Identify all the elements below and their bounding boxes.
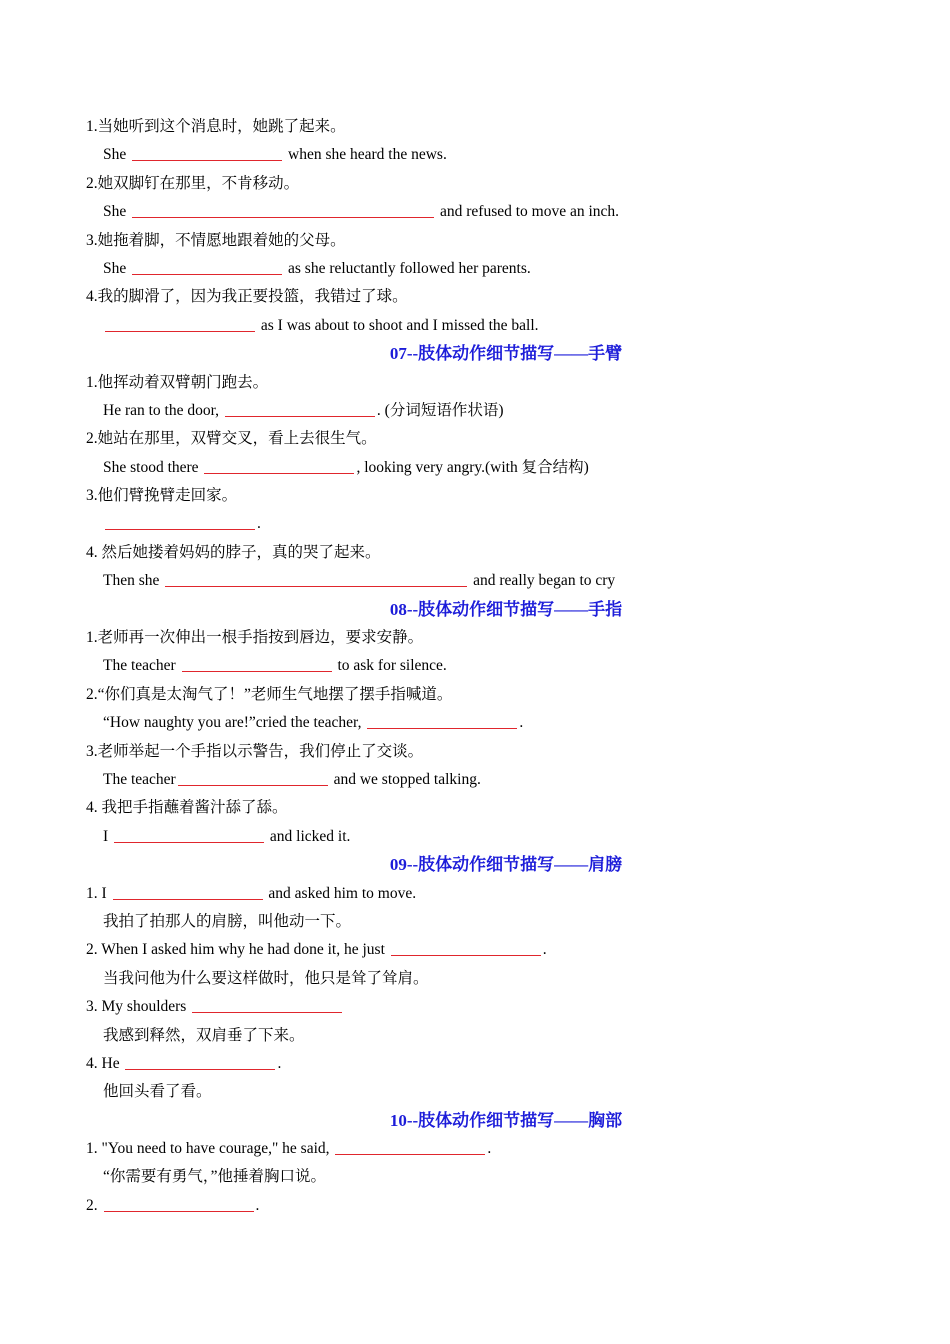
line-text: 2.她站在那里，双臂交叉，看上去很生气。 [86, 430, 377, 448]
answer-blank[interactable] [178, 768, 328, 786]
exercise-line [86, 539, 886, 567]
line-text: and we stopped talking. [329, 770, 481, 788]
line-text: 1.老师再一次伸出一根手指按到唇边，要求安静。 [86, 629, 424, 647]
exercise-line [86, 255, 886, 283]
answer-blank[interactable] [204, 456, 354, 474]
exercise-line [86, 738, 886, 766]
line-text: “How naughty you are!”cried the teacher, [103, 714, 366, 732]
line-text: 4. He [86, 1054, 124, 1072]
exercise-line [86, 681, 886, 709]
section-heading: 07--肢体动作细节描写——手臂 [389, 344, 623, 364]
line-text: when she heard the news. [284, 146, 447, 164]
exercise-line [86, 312, 886, 340]
line-text: and really began to cry [469, 572, 616, 590]
answer-blank[interactable] [182, 654, 332, 672]
exercise-line [86, 709, 886, 737]
exercise-line [86, 794, 886, 822]
line-text: 2. [86, 1196, 102, 1214]
section-heading: 10--肢体动作细节描写——胸部 [389, 1110, 623, 1130]
exercise-line [86, 880, 886, 908]
exercise-line [86, 1078, 886, 1106]
exercise-line [86, 823, 886, 851]
line-text: 当我问他为什么要这样做时，他只是耸了耸肩。 [103, 969, 429, 987]
line-text: and asked him to move. [264, 884, 417, 902]
line-text: She [103, 203, 131, 221]
line-text: I [103, 827, 113, 845]
answer-blank[interactable] [367, 711, 517, 729]
exercise-line [86, 1022, 886, 1050]
answer-blank[interactable] [132, 143, 282, 161]
line-text: 1. "You need to have courage," he said, [86, 1140, 334, 1158]
line-text: Then she [103, 572, 164, 590]
answer-blank[interactable] [165, 569, 467, 587]
exercise-line [86, 567, 886, 595]
line-text: . [542, 941, 547, 959]
exercise-line [86, 652, 886, 680]
line-text: She [103, 259, 131, 277]
line-text: . [519, 714, 524, 732]
exercise-line [86, 397, 886, 425]
answer-blank[interactable] [104, 1194, 254, 1212]
line-text: and refused to move an inch. [436, 203, 620, 221]
exercise-line [86, 283, 886, 311]
line-text: . [257, 515, 261, 533]
line-text: and licked it. [266, 827, 351, 845]
answer-blank[interactable] [391, 938, 541, 956]
line-text: 3.老师举起一个手指以示警告，我们停止了交谈。 [86, 742, 424, 760]
line-text: as she reluctantly followed her parents. [284, 259, 531, 277]
line-text: 3.她拖着脚，不情愿地跟着她的父母。 [86, 231, 346, 249]
section-heading: 08--肢体动作细节描写——手指 [389, 599, 623, 619]
line-text: to ask for silence. [333, 657, 447, 675]
exercise-line [86, 908, 886, 936]
line-text: 他回头看了看。 [103, 1083, 212, 1101]
exercise-line [86, 482, 886, 510]
line-text: The teacher [103, 657, 180, 675]
exercise-line [86, 1135, 886, 1163]
worksheet-page [86, 113, 886, 1220]
line-text: 1. I [86, 884, 111, 902]
section-heading: 09--肢体动作细节描写——肩膀 [389, 855, 623, 875]
line-text: . (分词短语作状语) [376, 401, 504, 419]
line-text: 1.他挥动着双臂朝门跑去。 [86, 373, 269, 391]
answer-blank[interactable] [335, 1137, 485, 1155]
exercise-line [86, 369, 886, 397]
line-text: as I was about to shoot and I missed the ball. [257, 316, 539, 334]
exercise-line [86, 965, 886, 993]
exercise-line [86, 425, 886, 453]
exercise-line [86, 1050, 886, 1078]
exercise-line [86, 170, 886, 198]
line-text: “你需要有勇气，”他捶着胸口说。 [103, 1168, 327, 1186]
line-text: 3.他们臂挽臂走回家。 [86, 487, 238, 505]
exercise-line [86, 198, 886, 226]
exercise-line [86, 1163, 886, 1191]
line-text: 我感到释然，双肩垂了下来。 [103, 1026, 305, 1044]
exercise-line [86, 454, 886, 482]
line-text: . [487, 1140, 492, 1158]
exercise-line [86, 936, 886, 964]
line-text: She stood there [103, 458, 203, 476]
answer-blank[interactable] [105, 512, 255, 530]
line-text: He ran to the door, [103, 401, 223, 419]
answer-blank[interactable] [105, 314, 255, 332]
line-text: 2.“你们真是太淘气了！”老师生气地摆了摆手指喊道。 [86, 685, 453, 703]
line-text: 4. 然后她搂着妈妈的脖子，真的哭了起来。 [86, 543, 381, 561]
line-text: 2.她双脚钉在那里，不肯移动。 [86, 174, 300, 192]
line-text: She [103, 146, 131, 164]
line-text: The teacher [103, 770, 176, 788]
answer-blank[interactable] [225, 399, 375, 417]
answer-blank[interactable] [192, 995, 342, 1013]
answer-blank[interactable] [125, 1052, 275, 1070]
line-text: , looking very angry.(with 复合结构) [356, 458, 589, 476]
answer-blank[interactable] [113, 882, 263, 900]
answer-blank[interactable] [132, 200, 434, 218]
exercise-line [86, 227, 886, 255]
exercise-line [86, 113, 886, 141]
exercise-line [86, 1192, 886, 1220]
exercise-line [86, 993, 886, 1021]
line-text: 我拍了拍那人的肩膀，叫他动一下。 [103, 912, 352, 930]
answer-blank[interactable] [114, 825, 264, 843]
line-text: . [255, 1196, 260, 1214]
line-text: 4.我的脚滑了，因为我正要投篮，我错过了球。 [86, 288, 408, 306]
line-text: 2. When I asked him why he had done it, he just [86, 941, 389, 959]
line-text: 4. 我把手指蘸着酱汁舔了舔。 [86, 799, 288, 817]
exercise-line [86, 510, 886, 538]
line-text: 1.当她听到这个消息时，她跳了起来。 [86, 118, 346, 135]
exercise-line [86, 766, 886, 794]
exercise-line [86, 624, 886, 652]
line-text: . [277, 1054, 282, 1072]
answer-blank[interactable] [132, 257, 282, 275]
line-text: 3. My shoulders [86, 998, 191, 1016]
exercise-line [86, 141, 886, 169]
